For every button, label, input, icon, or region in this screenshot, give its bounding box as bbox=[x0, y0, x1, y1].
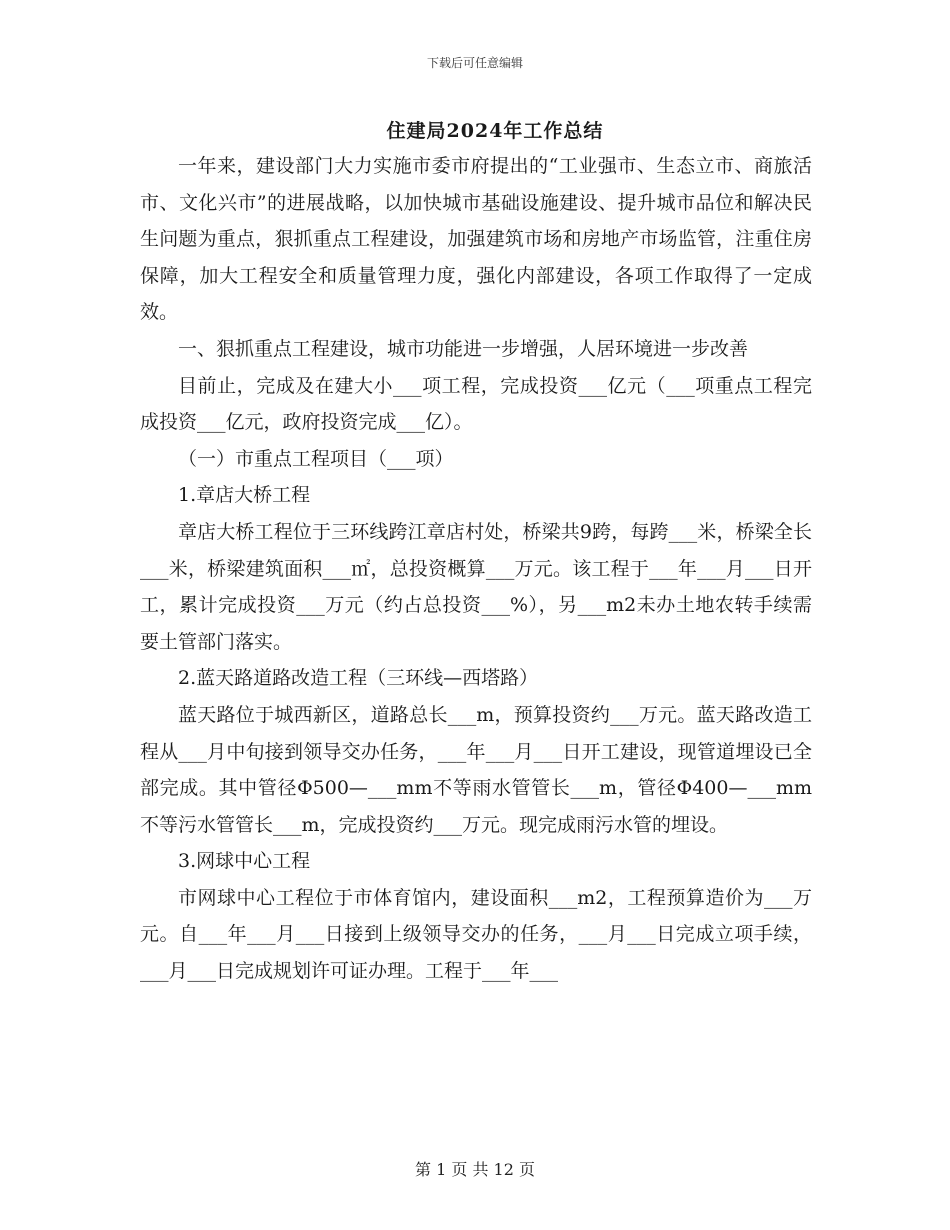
paragraph-item-2: 蓝天路位于城西新区，道路总长___m，预算投资约___万元。蓝天路改造工程从___月中旬接到领导交办任务，___年___月___日开工建设，现管道埋设已全部完成。其中管径Φ500—___mm不等雨水管管长___m，管径Φ400—___mm不等污水管管长___m，完成投资约___万元。现完成雨污水管的埋设。 bbox=[140, 703, 812, 836]
item-heading-2: 2.蓝天路道路改造工程（三环线—西塔路） bbox=[178, 667, 539, 690]
paragraph-item-1: 章店大桥工程位于三环线跨江章店村处，桥梁共9跨，每跨___米，桥梁全长___米，桥梁建筑面积___㎡，总投资概算___万元。该工程于___年___月___日开工，累计完成投资___万元（约占总投资___%），另___m2未办土地农转手续需要土管部门落实。 bbox=[140, 520, 812, 653]
item-heading-1: 1.章店大桥工程 bbox=[178, 484, 311, 507]
item-heading-3: 3.网球中心工程 bbox=[178, 850, 311, 873]
document-body bbox=[140, 148, 812, 990]
header-note: 下载后可任意编辑 bbox=[426, 56, 523, 70]
section-heading-1: 一、狠抓重点工程建设，城市功能进一步增强，人居环境进一步改善 bbox=[178, 337, 749, 360]
paragraph-item-3: 市网球中心工程位于市体育馆内，建设面积___m2，工程预算造价为___万元。自___年___月___日接到上级领导交办的任务，___月___日完成立项手续，___月___日完成规划许可证办理。工程于___年___ bbox=[140, 886, 812, 983]
paragraph-intro: 一年来，建设部门大力实施市委市府提出的“工业强市、生态立市、商旅活市、文化兴市”的进展战略，以加快城市基础设施建设、提升城市品位和解决民生问题为重点，狠抓重点工程建设，加强建筑市场和房地产市场监管，注重住房保障，加大工程安全和质量管理力度，强化内部建设，各项工作取得了一定成效。 bbox=[140, 155, 812, 324]
paragraph-summary: 目前止，完成及在建大小___项工程，完成投资___亿元（___项重点工程完成投资___亿元，政府投资完成___亿）。 bbox=[140, 374, 812, 434]
page-number: 第 1 页 共 12 页 bbox=[415, 1160, 535, 1179]
document-title: 住建局2024年工作总结 bbox=[386, 120, 604, 142]
subsection-heading-1: （一）市重点工程项目（___项） bbox=[178, 447, 454, 470]
